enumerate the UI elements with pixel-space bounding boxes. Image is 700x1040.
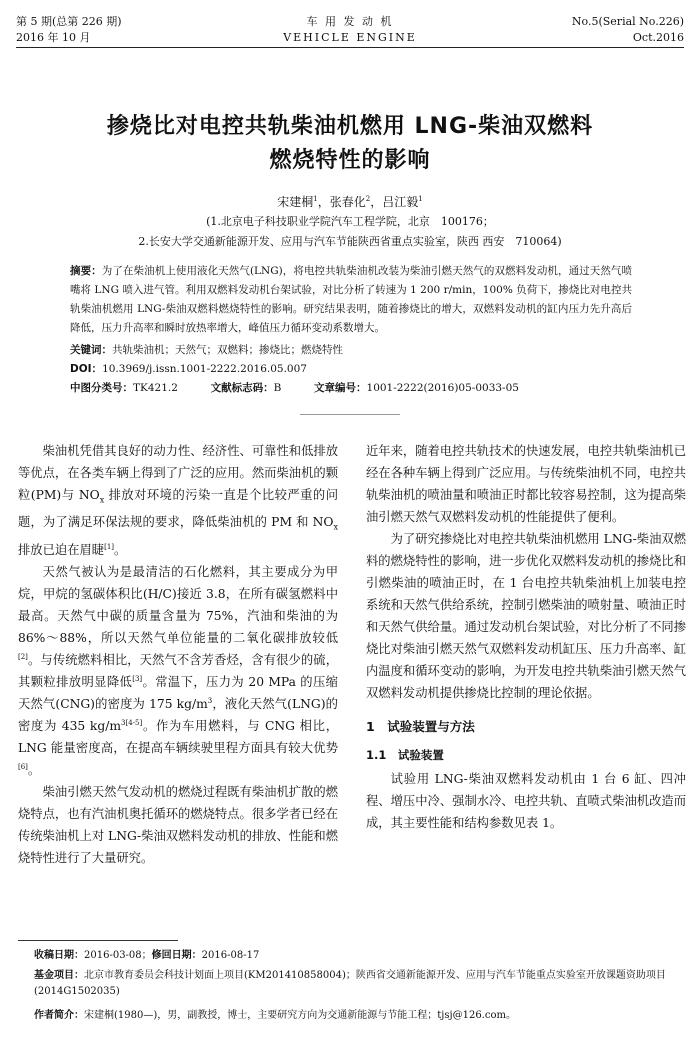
journal-name: 车 用 发 动 机 VEHICLE ENGINE (283, 15, 417, 44)
doi: DOI：10.3969/j.issn.1001-2222.2016.05.007 (70, 363, 307, 375)
subsection-heading: 1.1 试验装置 (366, 748, 444, 762)
footnote-fund: 基金项目：北京市教育委员会科技计划面上项目(KM201410858004)；陕西省交通新能源开发、应用与汽车节能重点实验室开放课题资助项目(2014G1502035) (34, 970, 666, 997)
affiliation-2: 2.长安大学交通新能源开发、应用与汽车节能陕西省重点实验室，陕西 西安 710064) (138, 235, 562, 248)
body-column-right (366, 440, 686, 834)
footnote-dates: 收稿日期：2016-03-08；修回日期：2016-08-17 (34, 950, 260, 961)
running-header (16, 10, 684, 48)
author-list: 宋建桐$^1$，张春化$^2$，吕江毅$^1$ (277, 195, 423, 209)
paragraph: 柴油机凭借其良好的动力性、经济性、可靠性和低排放等优点，在各类车辆上得到了广泛的应用。然而柴油机的颗粒(PM)与 $NO_x$ 排放对环境的污染一直是个比较严重的问题，为了满足环保法规的要求，降低柴油机的 PM 和 $NO_x$ 排放已迫在眉睫[1]。 (18, 444, 338, 557)
author-2: 张春化 (329, 195, 366, 209)
paragraph: 为了研究掺烧比对电控共轨柴油机燃用 LNG-柴油双燃料的燃烧特性的影响，进一步优化双燃料发动机的掺烧比和引燃柴油的喷油正时，在 1 台电控共轨柴油机上加装电控系统和天然气供给系统，控制引燃柴油的喷射量、喷油正时和天然气供给量。通过发动机台架试验，对比分析了不同掺烧比对柴油引燃天然气双燃料发动机缸压、压力升高率、缸内温度和循环变动的影响，为开发电控共轨柴油引燃天然气双燃料发动机提供掺烧比控制的理论依据。 (366, 532, 686, 700)
author-1: 宋建桐 (277, 195, 314, 209)
paper-title: 掺烧比对电控共轨柴油机燃用 LNG-柴油双燃料 燃烧特性的影响 (106, 114, 594, 173)
abstract-text: 为了在柴油机上使用液化天然气(LNG)，将电控共轨柴油机改装为柴油引燃天然气的双燃料发动机，通过天然气喷嘴将 LNG 喷入进气管。利用双燃料发动机台架试验，对比分析了转速为 1 200 r/min，100% 负荷下，掺烧比对电控共轨柴油机燃用 LNG-柴油双燃料燃烧特性的影响。研究结果表明，随着掺烧比的增大，双燃料发动机的缸内压力先升高后降低，压力升高率和瞬时放热率增大，峰值压力循环变动系数增大。 (70, 265, 632, 334)
footnote-author: 作者简介：宋建桐(1980—)，男，副教授，博士，主要研究方向为交通新能源与节能工程；tjsj@126.com。 (34, 1010, 516, 1021)
section-heading: 1 试验装置与方法 (366, 719, 475, 734)
paragraph: 试验用 LNG-柴油双燃料发动机由 1 台 6 缸、四冲程、增压中冷、强制水冷、电控共轨、直喷式柴油机改造而成，其主要性能和结构参数见表 1。 (366, 772, 686, 830)
issue-info-en: No.5(Serial No.226) Oct.2016 (571, 15, 684, 44)
keywords: 关键词：共轨柴油机；天然气；双燃料；掺烧比；燃烧特性 (70, 344, 343, 356)
issue-info: 第 5 期(总第 226 期) 2016 年 10 月 (16, 15, 122, 44)
footnote-rule (18, 940, 178, 941)
abstract-label: 摘要： (70, 265, 102, 277)
divider (300, 414, 400, 415)
paragraph: 天然气被认为是最清洁的石化燃料，其主要成分为甲烷，甲烷的氢碳体积比(H/C)接近 3.8，在所有碳氢燃料中最高。天然气中碳的质量含量为 75%，汽油和柴油的为 86%～88%，所以天然气单位能量的二氧化碳排放较低[2]。与传统燃料相比，天然气不含芳香烃，含有很少的硫，其颗粒排放明显降低[3]。常温下，压力为 20 MPa 的压缩天然气(CNG)的密度为 175 $kg/m^3$，液化天然气(LNG)的密度为 435 $kg/m^{3[4-5]}$。作为车用燃料，与 CNG 相比，LNG 能量密度高，在提高车辆续驶里程方面具有较大优势[6]。 (18, 564, 339, 777)
paragraph: 近年来，随着电控共轨技术的快速发展，电控共轨柴油机已经在各种车辆上得到广泛应用。与传统柴油机不同，电控共轨柴油机的喷油量和喷油正时都比较容易控制，这为提高柴油引燃天然气双燃料发动机的性能提供了便利。 (366, 444, 686, 524)
body-column-left (18, 440, 338, 869)
abstract (70, 262, 632, 338)
affiliation-1: (1.北京电子科技职业学院汽车工程学院，北京 100176； (206, 215, 494, 228)
paragraph: 柴油引燃天然气发动机的燃烧过程既有柴油机扩散的燃烧特点，也有汽油机奥托循环的燃烧特点。很多学者已经在传统柴油机上对 LNG-柴油双燃料发动机的排放、性能和燃烧特性进行了大量研究。 (18, 784, 338, 865)
author-3: 吕江毅 (382, 195, 419, 209)
classification-row: 中图分类号：TK421.2 文献标志码：B 文章编号：1001-2222(2016)05-0033-05 (70, 382, 519, 394)
